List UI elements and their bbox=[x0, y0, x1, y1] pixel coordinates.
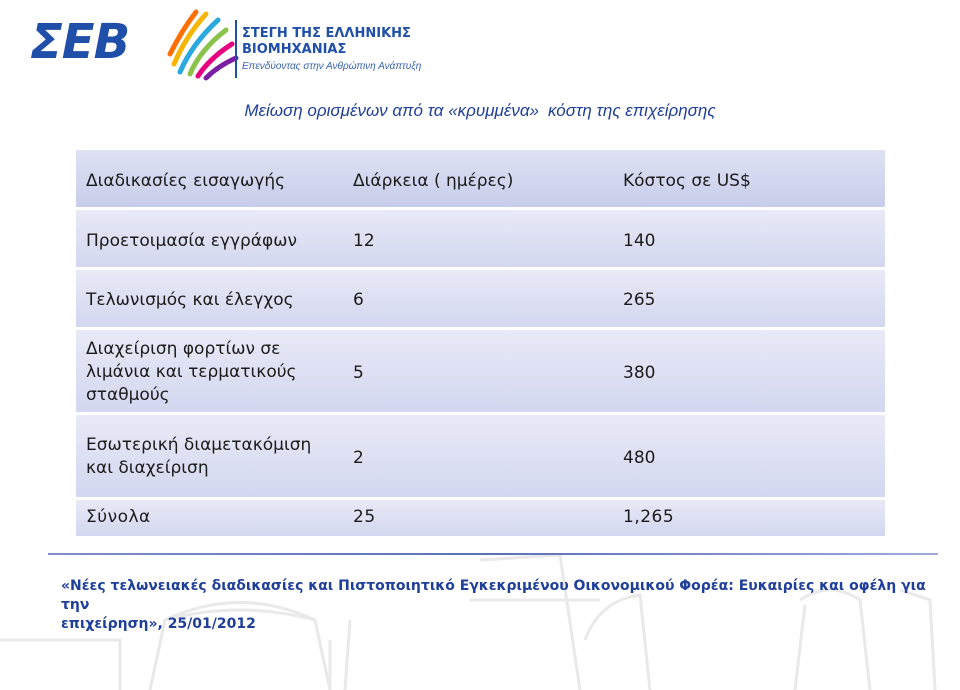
title-part-2: κόστη της επιχείρησης bbox=[548, 101, 716, 120]
row-process bbox=[86, 434, 346, 480]
row-cost: 140 bbox=[623, 231, 656, 251]
total-cost: 1,265 bbox=[623, 507, 675, 527]
logo-line-1: ΣΤΕΓΗ ΤΗΣ ΕΛΛΗΝΙΚΗΣ bbox=[242, 26, 411, 41]
total-days: 25 bbox=[353, 507, 376, 527]
logo-divider bbox=[235, 20, 237, 78]
logo-brand: ΣΕΒ bbox=[30, 14, 130, 70]
import-costs-table bbox=[76, 150, 885, 536]
footer-caption bbox=[61, 577, 941, 634]
row-days: 5 bbox=[353, 363, 364, 383]
row-process-line: Εσωτερική διαμετακόμιση bbox=[86, 435, 312, 455]
row-process: Προετοιμασία εγγράφων bbox=[86, 231, 297, 251]
row-process: Τελωνισμός και έλεγχος bbox=[86, 290, 294, 310]
footer-line-1: «Νέες τελωνειακές διαδικασίες και Πιστοποιητικό Εγκεκριμένου Οικονομικού Φορέα: Ευκαιρίες και οφέλη για την bbox=[61, 578, 926, 613]
logo-text bbox=[242, 26, 421, 72]
header-cost: Κόστος σε US$ bbox=[623, 171, 751, 191]
footer-line-2: επιχείρηση», 25/01/2012 bbox=[61, 616, 256, 632]
row-process-line: Διαχείριση φορτίων σε bbox=[86, 339, 281, 359]
row-days: 2 bbox=[353, 448, 364, 468]
total-label: Σύνολα bbox=[86, 507, 151, 527]
row-cost: 480 bbox=[623, 448, 656, 468]
row-process-line: σταθμούς bbox=[86, 385, 170, 405]
row-days: 6 bbox=[353, 290, 364, 310]
footer-separator bbox=[48, 553, 938, 555]
row-process-line: λιμάνια και τερματικούς bbox=[86, 362, 297, 382]
table-row bbox=[76, 210, 885, 270]
row-cost: 380 bbox=[623, 363, 656, 383]
table-total-row bbox=[76, 500, 885, 536]
slide-title bbox=[0, 101, 960, 121]
header-process: Διαδικασίες εισαγωγής bbox=[86, 171, 286, 191]
logo-tagline: Επενδύοντας στην Ανθρώπινη Ανάπτυξη bbox=[242, 61, 422, 72]
title-part-1: Μείωση ορισμένων από τα «κρυμμένα» bbox=[244, 101, 539, 120]
table-row bbox=[76, 270, 885, 330]
table-row bbox=[76, 415, 885, 500]
logo-line-2: ΒΙΟΜΗΧΑΝΙΑΣ bbox=[242, 42, 347, 57]
table-row bbox=[76, 330, 885, 415]
row-process bbox=[86, 338, 346, 407]
row-process-line: και διαχείριση bbox=[86, 458, 209, 478]
seb-logo bbox=[30, 6, 430, 82]
logo-burst-icon bbox=[160, 6, 240, 82]
row-cost: 265 bbox=[623, 290, 656, 310]
header-days: Διάρκεια ( ημέρες) bbox=[353, 171, 514, 191]
row-days: 12 bbox=[353, 231, 375, 251]
table-header-row bbox=[76, 150, 885, 210]
